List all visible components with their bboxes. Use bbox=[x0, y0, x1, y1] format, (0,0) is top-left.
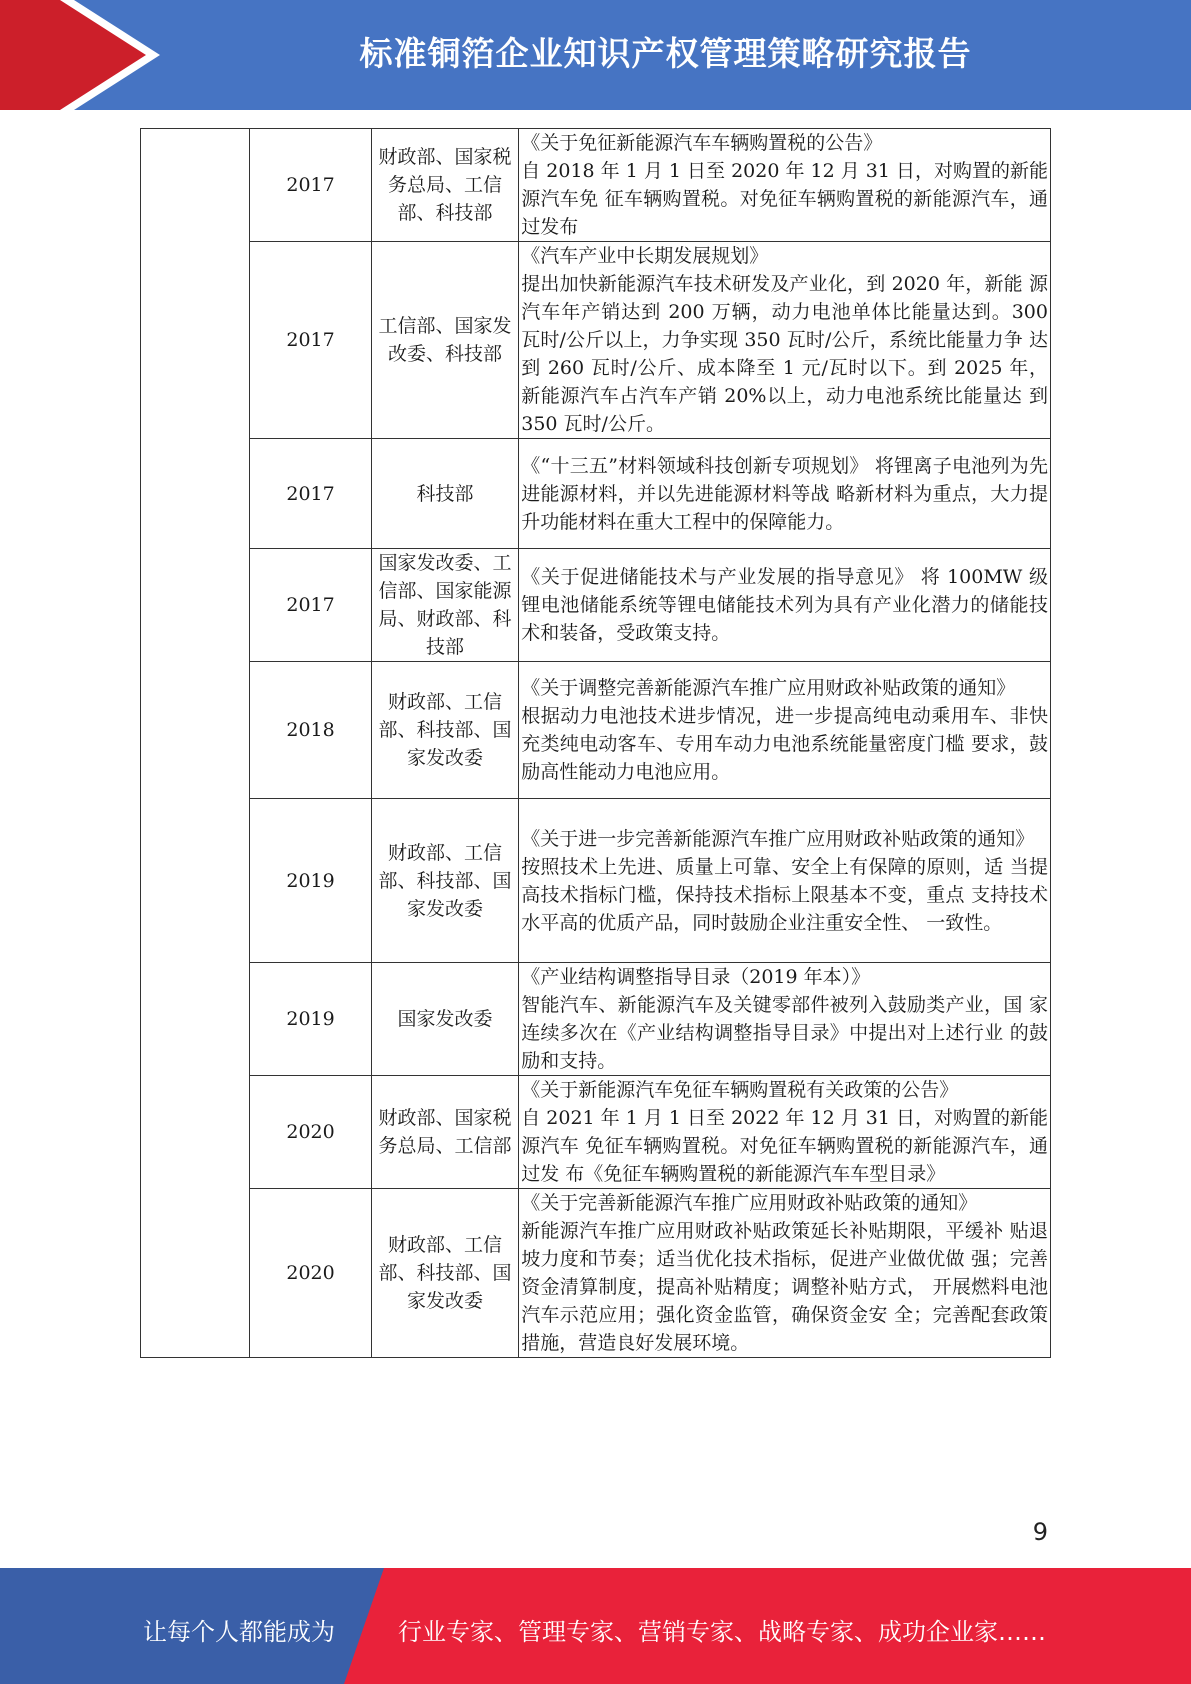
department-cell: 财政部、工信部、科技部、国 家发改委 bbox=[371, 662, 518, 799]
policy-content-cell bbox=[519, 129, 1051, 242]
policy-content-cell bbox=[519, 439, 1051, 549]
department-cell: 财政部、国家税 务总局、工信 部、科技部 bbox=[371, 129, 518, 242]
policy-content-cell bbox=[519, 549, 1051, 662]
policy-title: 《汽车产业中长期发展规划》 bbox=[521, 245, 769, 267]
policy-title: 《关于进一步完善新能源汽车推广应用财政补贴政策的通知》 bbox=[521, 827, 1035, 850]
report-title: 标准铜箔企业知识产权管理策略研究报告 bbox=[359, 34, 972, 73]
policy-description: 按照技术上先进、质量上可靠、安全上有保障的原则，适 当提高技术指标门槛，保持技术指标上限基本不变，重点 支持技术水平高的优质产品，同时鼓励企业注重安全性、 一致性。 bbox=[521, 855, 1048, 934]
year-cell: 2018 bbox=[250, 662, 371, 799]
policy-description: 自 2021 年 1 月 1 日至 2022 年 12 月 31 日，对购置的新能源汽车 免征车辆购置税。对免征车辆购置税的新能源汽车，通过发 布《免征车辆购置税的新能源汽车车型目录》 bbox=[521, 1107, 1048, 1185]
policy-title: 《关于调整完善新能源汽车推广应用财政补贴政策的通知》 bbox=[521, 677, 1016, 699]
table-row bbox=[141, 242, 1051, 439]
table-row bbox=[141, 963, 1051, 1076]
page-number: 9 bbox=[1032, 1518, 1048, 1546]
policy-description: 提出加快新能源汽车技术研发及产业化，到 2020 年，新能 源汽车年产销达到 200 万辆，动力电池单体比能量达到。300 瓦时/公斤以上，力争实现 350 瓦时/公斤，系统比能量力争 达到 260 瓦时/公斤、成本降至 1 元/瓦时以下。到 2025 年， 新能源汽车占汽车产销 20%以上，动力电池系统比能量达 到 350 瓦时/公斤。 bbox=[521, 273, 1048, 435]
department-cell: 科技部 bbox=[371, 439, 518, 549]
page-header bbox=[0, 0, 1191, 110]
policy-title: 《关于新能源汽车免征车辆购置税有关政策的公告》 bbox=[521, 1079, 959, 1101]
page-footer bbox=[0, 1568, 1191, 1684]
policy-description: 《关于促进储能技术与产业发展的指导意见》 将 100MW 级锂电池储能系统等锂电储能技术列为具有产业化潜力的储能技术和装备，受政策支持。 bbox=[521, 566, 1048, 644]
year-cell: 2020 bbox=[250, 1076, 371, 1189]
policy-description: 智能汽车、新能源汽车及关键零部件被列入鼓励类产业，国 家连续多次在《产业结构调整指导目录》中提出对上述行业 的鼓励和支持。 bbox=[521, 994, 1048, 1072]
policy-content-cell bbox=[519, 1076, 1051, 1189]
department-cell: 工信部、国家发 改委、科技部 bbox=[371, 242, 518, 439]
header-red-arrow bbox=[0, 0, 150, 110]
table-row bbox=[141, 439, 1051, 549]
year-cell: 2020 bbox=[250, 1189, 371, 1358]
policy-content-cell bbox=[519, 242, 1051, 439]
department-cell: 国家发改委 bbox=[371, 963, 518, 1076]
policy-content-cell bbox=[519, 1189, 1051, 1358]
policy-title: 《产业结构调整指导目录（2019 年本）》 bbox=[521, 966, 871, 988]
footer-slogan-left: 让每个人都能成为 bbox=[143, 1618, 335, 1646]
policy-content-cell bbox=[519, 963, 1051, 1076]
policy-description: 《“十三五”材料领域科技创新专项规划》 将锂离子电池列为先进能源材料，并以先进能源材料等战 略新材料为重点，大力提升功能材料在重大工程中的保障能力。 bbox=[521, 454, 1048, 533]
year-cell: 2017 bbox=[250, 439, 371, 549]
department-cell: 财政部、国家税务总局、工信部 bbox=[371, 1076, 518, 1189]
department-cell: 国家发改委、工 信部、国家能源 局、财政部、科 技部 bbox=[371, 549, 518, 662]
table-row bbox=[141, 129, 1051, 242]
policy-title: 《关于完善新能源汽车推广应用财政补贴政策的通知》 bbox=[521, 1192, 978, 1214]
policy-content-cell bbox=[519, 662, 1051, 799]
year-cell: 2019 bbox=[250, 963, 371, 1076]
policy-title: 《关于免征新能源汽车车辆购置税的公告》 bbox=[521, 132, 883, 154]
year-cell: 2017 bbox=[250, 129, 371, 242]
policy-description: 新能源汽车推广应用财政补贴政策延长补贴期限，平缓补 贴退坡力度和节奏；适当优化技术指标，促进产业做优做 强；完善资金清算制度，提高补贴精度；调整补贴方式， 开展燃料电池汽车示范应用；强化资金监管，确保资金安 全；完善配套政策措施，营造良好发展环境。 bbox=[521, 1220, 1048, 1354]
department-cell: 财政部、工信部、科技部、国 家发改委 bbox=[371, 799, 518, 963]
table-row bbox=[141, 662, 1051, 799]
table-row bbox=[141, 799, 1051, 963]
footer-slogan-right: 行业专家、管理专家、营销专家、战略专家、成功企业家…… bbox=[398, 1618, 1046, 1646]
year-cell: 2019 bbox=[250, 799, 371, 963]
department-cell: 财政部、工信部、科技部、国 家发改委 bbox=[371, 1189, 518, 1358]
year-cell: 2017 bbox=[250, 549, 371, 662]
category-cell bbox=[141, 129, 250, 1358]
policy-description: 根据动力电池技术进步情况，进一步提高纯电动乘用车、非快充类纯电动客车、专用车动力电池系统能量密度门槛 要求，鼓励高性能动力电池应用。 bbox=[521, 705, 1048, 783]
table-row bbox=[141, 1076, 1051, 1189]
policy-description: 自 2018 年 1 月 1 日至 2020 年 12 月 31 日，对购置的新能源汽车免 征车辆购置税。对免征车辆购置税的新能源汽车，通过发布 bbox=[521, 160, 1048, 238]
year-cell: 2017 bbox=[250, 242, 371, 439]
policy-content-cell bbox=[519, 799, 1051, 963]
policy-table bbox=[140, 128, 1051, 1358]
table-row bbox=[141, 549, 1051, 662]
table-row bbox=[141, 1189, 1051, 1358]
